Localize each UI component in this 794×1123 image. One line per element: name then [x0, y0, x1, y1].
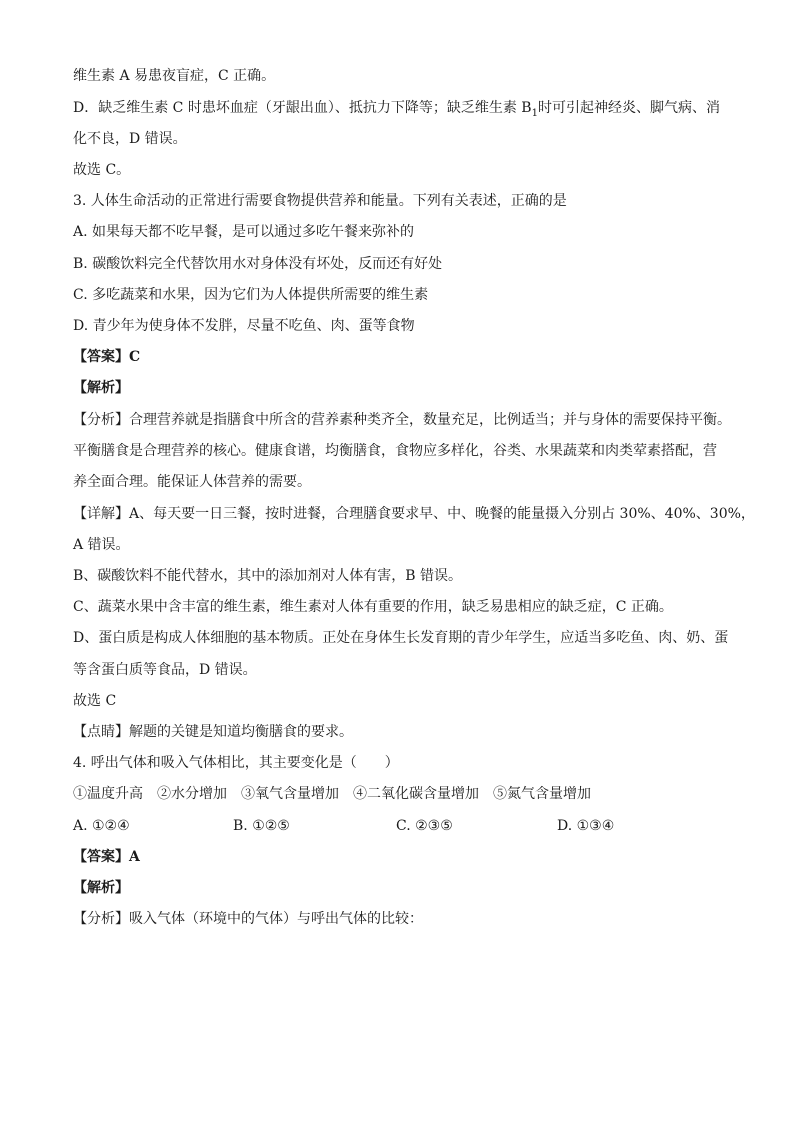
- text-segment: 时可引起神经炎、脚气病、消: [537, 100, 720, 116]
- text-line: 【分析】吸入气体（环境中的气体）与呼出气体的比较：: [73, 911, 423, 927]
- text-line: 维生素 A 易患夜盲症，C 正确。: [73, 68, 276, 84]
- answer-label: 【答案】A: [73, 849, 140, 865]
- text-line: 平衡膳食是合理营养的核心。健康食谱，均衡膳食，食物应多样化，谷类、水果蔬菜和肉类荤素搭配，营: [73, 443, 717, 459]
- text-line: 【详解】A、每天要一日三餐，按时进餐，合理膳食要求早、中、晚餐的能量摄入分别占 30%、40%、30%，: [73, 506, 755, 522]
- option-c: C. ②③⑤: [396, 818, 453, 834]
- analysis-heading: 【解析】: [73, 880, 129, 896]
- option-a: A. ①②④: [73, 818, 130, 834]
- text-line: A 错误。: [73, 537, 130, 553]
- question-stem: 4. 呼出气体和吸入气体相比，其主要变化是（ ）: [73, 755, 399, 771]
- text-line: C、蔬菜水果中含丰富的维生素，维生素对人体有重要的作用，缺乏易患相应的缺乏症，C 正确。: [73, 599, 673, 615]
- question-stem: 3. 人体生命活动的正常进行需要食物提供营养和能量。下列有关表述，正确的是: [73, 193, 567, 209]
- option-d: D. ①③④: [557, 818, 615, 834]
- analysis-heading: 【解析】: [73, 380, 129, 396]
- text-segment: D．缺乏维生素 C 时患坏血症（牙龈出血）、抵抗力下降等；缺乏维生素 B: [73, 100, 532, 116]
- text-line: B、碳酸饮料不能代替水，其中的添加剂对人体有害，B 错误。: [73, 568, 463, 584]
- answer-label: 【答案】C: [73, 349, 141, 365]
- option-line: C. 多吃蔬菜和水果，因为它们为人体提供所需要的维生素: [73, 287, 429, 303]
- text-line: 化不良，D 错误。: [73, 131, 187, 147]
- option-line: D. 青少年为使身体不发胖，尽量不吃鱼、肉、蛋等食物: [73, 318, 415, 334]
- text-line: 养全面合理。能保证人体营养的需要。: [73, 474, 311, 490]
- subscript: 1: [531, 107, 538, 119]
- text-line: 等含蛋白质等食品，D 错误。: [73, 662, 257, 678]
- option-line: B. 碳酸饮料完全代替饮用水对身体没有坏处，反而还有好处: [73, 256, 443, 272]
- text-line: 故选 C: [73, 693, 117, 709]
- tip-line: 【点睛】解题的关键是知道均衡膳食的要求。: [73, 724, 353, 740]
- text-line: [73, 98, 720, 118]
- option-line: A. 如果每天都不吃早餐，是可以通过多吃午餐来弥补的: [73, 224, 415, 240]
- text-line: D、蛋白质是构成人体细胞的基本物质。正处在身体生长发育期的青少年学生，应适当多吃鱼、肉、奶、蛋: [73, 630, 729, 646]
- text-line: 【分析】合理营养就是指膳食中所含的营养素种类齐全，数量充足，比例适当；并与身体的需要保持平衡。: [73, 412, 731, 428]
- choices-list: ①温度升高 ②水分增加 ③氧气含量增加 ④二氧化碳含量增加 ⑤氮气含量增加: [73, 786, 591, 802]
- option-b: B. ①②⑤: [233, 818, 290, 834]
- text-line: 故选 C。: [73, 162, 131, 178]
